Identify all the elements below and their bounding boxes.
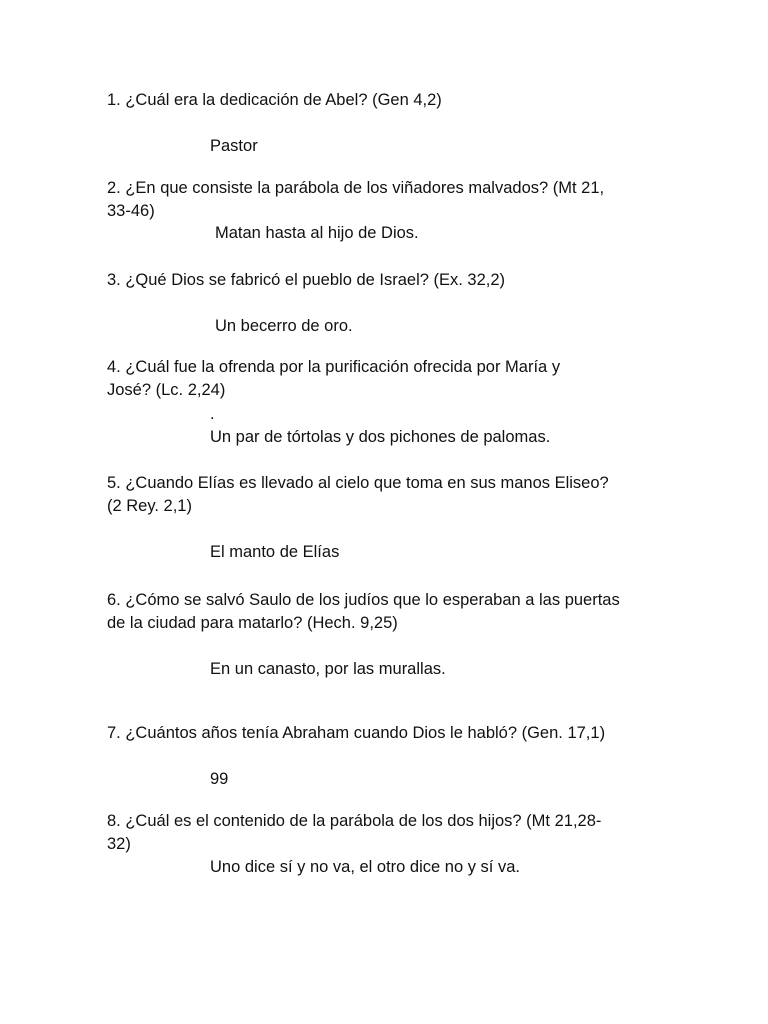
answer-4-line-2: Un par de tórtolas y dos pichones de palomas.: [210, 428, 551, 446]
question-3-line-1: 3. ¿Qué Dios se fabricó el pueblo de Israel? (Ex. 32,2): [107, 271, 506, 289]
question-8-line-2: 32): [107, 835, 131, 853]
answer-8: Uno dice sí y no va, el otro dice no y sí va.: [210, 858, 520, 876]
answer-2: Matan hasta al hijo de Dios.: [215, 224, 419, 242]
question-4-line-1: 4. ¿Cuál fue la ofrenda por la purificación ofrecida por María y: [107, 358, 561, 376]
answer-7: 99: [210, 770, 229, 788]
answer-4-line-1: .: [210, 405, 215, 423]
answer-6: En un canasto, por las murallas.: [210, 660, 446, 678]
question-7-line-1: 7. ¿Cuántos años tenía Abraham cuando Dios le habló? (Gen. 17,1): [107, 724, 606, 742]
question-5-line-1: 5. ¿Cuando Elías es llevado al cielo que toma en sus manos Eliseo?: [107, 474, 609, 492]
answer-1: Pastor: [210, 137, 258, 155]
question-6-line-1: 6. ¿Cómo se salvó Saulo de los judíos que lo esperaban a las puertas: [107, 591, 620, 609]
question-4-line-2: José? (Lc. 2,24): [107, 381, 226, 399]
question-5-line-2: (2 Rey. 2,1): [107, 497, 192, 515]
question-8-line-1: 8. ¿Cuál es el contenido de la parábola de los dos hijos? (Mt 21,28-: [107, 812, 602, 830]
question-2-line-1: 2. ¿En que consiste la parábola de los viñadores malvados? (Mt 21,: [107, 179, 605, 197]
answer-5: El manto de Elías: [210, 543, 340, 561]
answer-3: Un becerro de oro.: [215, 317, 353, 335]
question-6-line-2: de la ciudad para matarlo? (Hech. 9,25): [107, 614, 398, 632]
question-2-line-2: 33-46): [107, 202, 155, 220]
question-1-line-1: 1. ¿Cuál era la dedicación de Abel? (Gen 4,2): [107, 91, 442, 109]
